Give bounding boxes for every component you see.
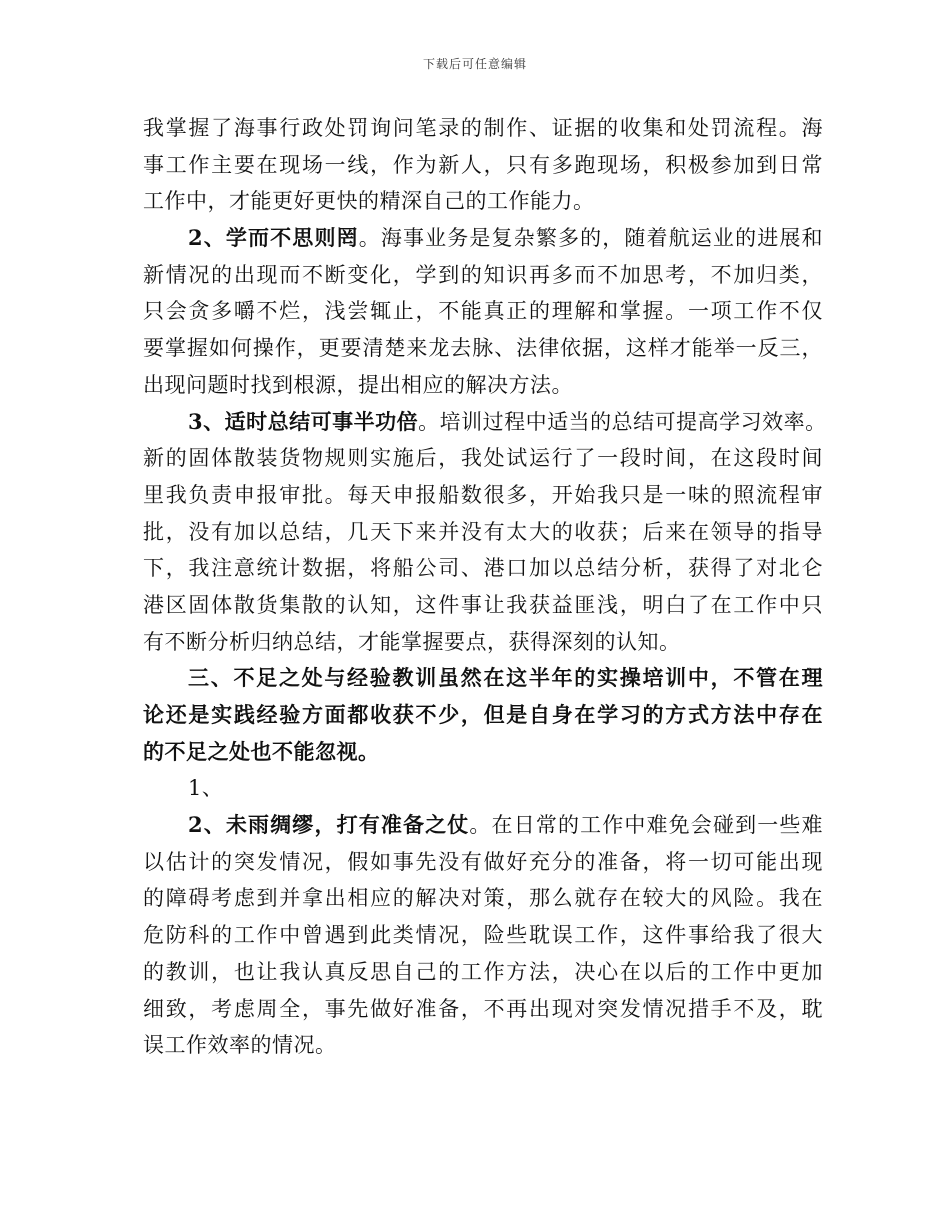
text-run: 。海事业务是复杂繁多的，随着航运业的进展和 — [358, 226, 823, 251]
paragraph-5 — [143, 770, 823, 807]
text-line: 只会贪多嚼不烂，浅尝辄止，不能真正的理解和掌握。一项工作不仅 — [143, 299, 823, 324]
text-line: 细致，考虑周全，事先做好准备，不再出现对突发情况措手不及，耽 — [143, 996, 823, 1021]
paragraph-2 — [143, 220, 823, 403]
text-line: 批，没有加以总结，几天下来并没有太大的收获；后来在领导的指导 — [143, 519, 823, 544]
text-line: 的障碍考虑到并拿出相应的解决对策，那么就存在较大的风险。我在 — [143, 886, 823, 911]
text-line: 里我负责申报审批。每天申报船数很多，开始我只是一味的照流程审 — [143, 482, 823, 507]
text-line: 下，我注意统计数据，将船公司、港口加以总结分析，获得了对北仑 — [143, 556, 823, 581]
paragraph-4 — [143, 660, 823, 770]
section-heading-line: 三、不足之处与经验教训虽然在这半年的实操培训中，不管在理 — [188, 665, 823, 691]
paragraph-1 — [143, 110, 823, 220]
text-line — [143, 807, 823, 844]
text-line: 有不断分析归纳总结，才能掌握要点，获得深刻的认知。 — [143, 629, 681, 654]
text-line: 出现问题时找到根源，提出相应的解决方法。 — [143, 372, 573, 397]
text-line: 1、 — [188, 776, 224, 801]
paragraph-heading: 2、学而不思则罔 — [188, 225, 359, 251]
text-line: 误工作效率的情况。 — [143, 1033, 337, 1058]
text-line: 的教训，也让我认真反思自己的工作方法，决心在以后的工作中更加 — [143, 959, 823, 984]
paragraph-heading: 3、适时总结可事半功倍 — [188, 408, 419, 434]
text-line: 工作中，才能更好更快的精深自己的工作能力。 — [143, 189, 595, 214]
text-line — [143, 404, 827, 441]
text-line: 要掌握如何操作，更要清楚来龙去脉、法律依据，这样才能举一反三， — [143, 336, 823, 361]
text-line: 以估计的突发情况，假如事先没有做好充分的准备，将一切可能出现 — [143, 849, 823, 874]
page-header: 下载后可任意编辑 — [422, 57, 527, 71]
document-body — [143, 110, 827, 1064]
text-run: 。在日常的工作中难免会碰到一些难 — [469, 813, 823, 838]
text-line: 我掌握了海事行政处罚询问笔录的制作、证据的收集和处罚流程。海 — [143, 116, 823, 140]
text-line: 危防科的工作中曾遇到此类情况，险些耽误工作，这件事给我了很大 — [143, 923, 823, 948]
text-line — [143, 220, 823, 257]
text-line: 新情况的出现而不断变化，学到的知识再多而不加思考，不加归类， — [143, 262, 823, 287]
paragraph-3 — [143, 404, 827, 661]
section-heading-line: 的不足之处也不能忽视。 — [143, 738, 380, 764]
text-line: 事工作主要在现场一线，作为新人，只有多跑现场，积极参加到日常 — [143, 152, 823, 177]
paragraph-6 — [143, 807, 823, 1064]
section-heading-line: 论还是实践经验方面都收获不少，但是自身在学习的方式方法中存在 — [143, 702, 823, 727]
text-run: 。培训过程中适当的总结可提高学习效率。 — [418, 409, 827, 434]
paragraph-heading: 2、未雨绸缪，打有准备之仗 — [188, 812, 470, 838]
text-line: 新的固体散装货物规则实施后，我处试运行了一段时间，在这段时间 — [143, 446, 823, 471]
text-line: 港区固体散货集散的认知，这件事让我获益匪浅，明白了在工作中只 — [143, 592, 823, 617]
